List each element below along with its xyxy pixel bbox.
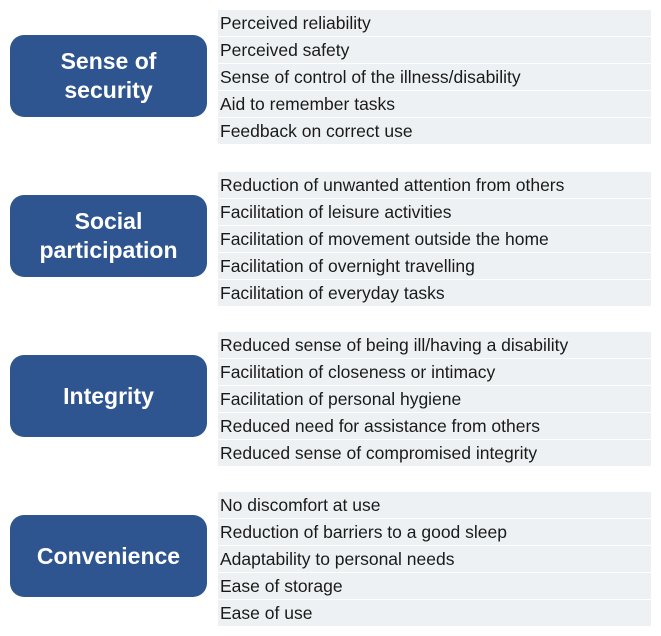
list-item: Facilitation of everyday tasks (218, 280, 651, 306)
list-item: Reduction of unwanted attention from others (218, 172, 651, 198)
list-item: Perceived reliability (218, 10, 651, 36)
list-item: Sense of control of the illness/disability (218, 64, 651, 90)
item-list-integrity (218, 332, 651, 467)
list-item: Reduced need for assistance from others (218, 413, 651, 439)
group-integrity (0, 332, 661, 466)
list-item: Facilitation of personal hygiene (218, 386, 651, 412)
list-item: Reduced sense of compromised integrity (218, 440, 651, 466)
group-social-participation (0, 172, 661, 306)
list-item: No discomfort at use (218, 492, 651, 518)
category-box-social-participation: Social participation (10, 195, 207, 277)
category-box-convenience: Convenience (10, 515, 207, 597)
category-box-sense-of-security: Sense of security (10, 35, 207, 117)
list-item: Facilitation of movement outside the home (218, 226, 651, 252)
group-sense-of-security (0, 10, 661, 144)
list-item: Facilitation of closeness or intimacy (218, 359, 651, 385)
list-item: Feedback on correct use (218, 118, 651, 144)
category-box-integrity: Integrity (10, 355, 207, 437)
list-item: Ease of storage (218, 573, 651, 599)
list-item: Ease of use (218, 600, 651, 626)
group-convenience (0, 492, 661, 626)
item-list-convenience (218, 492, 651, 627)
list-item: Perceived safety (218, 37, 651, 63)
list-item: Adaptability to personal needs (218, 546, 651, 572)
list-item: Reduction of barriers to a good sleep (218, 519, 651, 545)
list-item: Facilitation of leisure activities (218, 199, 651, 225)
list-item: Reduced sense of being ill/having a disability (218, 332, 651, 358)
item-list-social-participation (218, 172, 651, 307)
list-item: Facilitation of overnight travelling (218, 253, 651, 279)
list-item: Aid to remember tasks (218, 91, 651, 117)
item-list-sense-of-security (218, 10, 651, 145)
